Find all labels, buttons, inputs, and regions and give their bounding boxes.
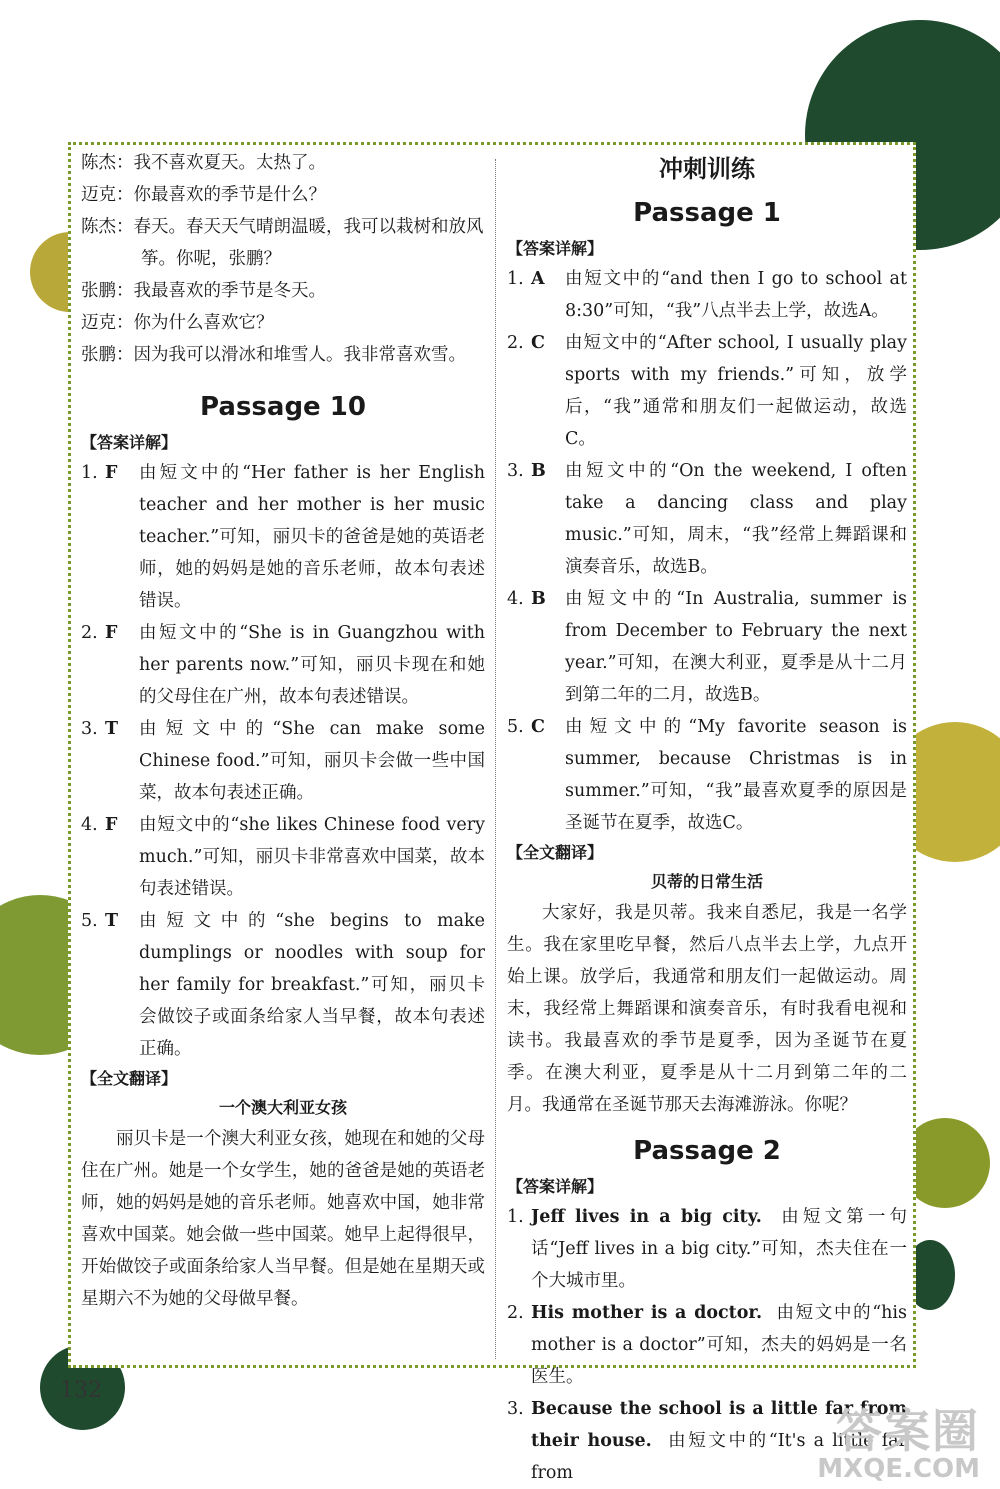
answer-number: 4. [81, 815, 98, 835]
answer-explanation: 由短文中的“After school, I usually play sports with my friends.”可知，放学后，“我”通常和朋友们一起做运动，故选C。 [565, 333, 907, 449]
dialogue-line: 张鹏：因为我可以滑冰和堆雪人。我非常喜欢雪。 [81, 345, 466, 365]
answer-explanation-text: 由短文中的“It's a little far from [531, 1431, 907, 1483]
answer-item [507, 455, 907, 583]
translation-title: 贝蒂的日常生活 [650, 872, 763, 891]
answers-heading: 【答案详解】 [507, 1177, 604, 1196]
answer-explanation: 由短文中的“She is in Guangzhou with her parents now.”可知，丽贝卡现在和她的父母住在广州，故本句表述错误。 [139, 623, 485, 707]
section-heading: 冲刺训练 [659, 155, 755, 183]
dialogue-line: 陈杰：春天。春天天气晴朗温暖，我可以栽树和放风筝。你呢，张鹏？ [81, 217, 484, 269]
answer-key: B [531, 461, 546, 481]
watermark [817, 1404, 980, 1484]
dialogue-line: 迈克：你为什么喜欢它？ [81, 313, 274, 333]
answer-number: 3. [507, 461, 524, 481]
answer-explanation-text: 由短文中的“his mother is a doctor”可知，杰夫的妈妈是一名医生。 [531, 1303, 907, 1387]
column-divider [495, 159, 496, 1359]
answer-number: 5. [81, 911, 98, 931]
answer-item [81, 617, 485, 713]
passage-title: Passage 10 [200, 392, 366, 422]
answer-explanation-text: 由短文第一句话“Jeff lives in a big city.”可知，杰夫住在一个大城市里。 [531, 1207, 907, 1291]
answer-key: C [531, 717, 545, 737]
answer-key: His mother is a doctor. [531, 1303, 763, 1323]
answer-explanation: 由短文中的“My favorite season is summer, because Christmas is in summer.”可知，“我”最喜欢夏季的原因是圣诞节在夏季，故选C。 [565, 717, 907, 833]
right-column [507, 145, 907, 1489]
answer-item [507, 1201, 907, 1297]
answer-key: T [105, 911, 119, 931]
translation-title: 一个澳大利亚女孩 [218, 1098, 347, 1117]
dialogue-line: 迈克：你最喜欢的季节是什么？ [81, 185, 326, 205]
answer-explanation [531, 1201, 907, 1297]
dialogue-block [81, 147, 485, 371]
answer-number: 3. [81, 719, 98, 739]
answer-key: F [105, 815, 118, 835]
answer-item [507, 327, 907, 455]
answer-explanation [531, 1297, 907, 1393]
passage-title: Passage 2 [633, 1136, 781, 1166]
answer-explanation: 由短文中的“In Australia, summer is from December to February the next year.”可知，在澳大利亚，夏季是从十二月到第二年的二月，故选B。 [565, 589, 907, 705]
answer-explanation: 由短文中的“she likes Chinese food very much.”可知，丽贝卡非常喜欢中国菜，故本句表述错误。 [139, 815, 485, 899]
answer-item [507, 583, 907, 711]
answer-number: 2. [507, 333, 524, 353]
answer-number: 1. [507, 269, 524, 289]
answer-explanation: 由短文中的“and then I go to school at 8:30”可知，“我”八点半去上学，故选A。 [565, 269, 907, 321]
page-number: 132 [60, 1378, 102, 1403]
answer-item [507, 1297, 907, 1393]
translation-text: 大家好，我是贝蒂。我来自悉尼，我是一名学生。我在家里吃早餐，然后八点半去上学，九点开始上课。放学后，我通常和朋友们一起做运动。周末，我经常上舞蹈课和演奏音乐，有时我看电视和读书。我最喜欢的季节是夏季，因为圣诞节在夏季。在澳大利亚，夏季是从十二月到第二年的二月。我通常在圣诞节那天去海滩游泳。你呢？ [507, 903, 907, 1115]
answer-explanation: 由短文中的“She can make some Chinese food.”可知，丽贝卡会做一些中国菜，故本句表述正确。 [139, 719, 485, 803]
answer-key: C [531, 333, 545, 353]
answers-heading: 【答案详解】 [81, 433, 178, 452]
answer-explanation: 由短文中的“she begins to make dumplings or noodles with soup for her family for breakfast.”可知，丽贝卡会做饺子或面条给家人当早餐，故本句表述正确。 [139, 911, 485, 1059]
answer-key: Jeff lives in a big city. [531, 1207, 762, 1227]
answer-key: F [105, 623, 118, 643]
answer-key: F [105, 463, 118, 483]
left-column [81, 145, 485, 1315]
translation-heading: 【全文翻译】 [507, 843, 604, 862]
answer-item [81, 809, 485, 905]
answer-item [507, 263, 907, 327]
answer-number: 1. [507, 1207, 524, 1227]
answer-item [81, 905, 485, 1065]
answer-number: 4. [507, 589, 524, 609]
dialogue-line: 陈杰：我不喜欢夏天。太热了。 [81, 153, 326, 173]
answer-key: Because the school is a little far from their house. [531, 1399, 907, 1451]
answers-heading: 【答案详解】 [507, 239, 604, 258]
answer-item [81, 713, 485, 809]
answer-key: B [531, 589, 546, 609]
answer-number: 3. [507, 1399, 524, 1419]
passage-title: Passage 1 [633, 198, 781, 228]
answer-explanation: 由短文中的“On the weekend, I often take a dancing class and play music.”可知，周末，“我”经常上舞蹈课和演奏音乐，故选B。 [565, 461, 907, 577]
answer-key: A [531, 269, 545, 289]
answer-number: 1. [81, 463, 98, 483]
watermark-url: MXQE.COM [817, 1454, 980, 1484]
translation-text: 丽贝卡是一个澳大利亚女孩，她现在和她的父母住在广州。她是一个女学生，她的爸爸是她的英语老师，她的妈妈是她的音乐老师。她喜欢中国，她非常喜欢中国菜。她会做一些中国菜。她早上起得很早，开始做饺子或面条给家人当早餐。但是她在星期天或星期六不为她的父母做早餐。 [81, 1129, 485, 1309]
answer-number: 5. [507, 717, 524, 737]
answer-number: 2. [81, 623, 98, 643]
answer-item [81, 457, 485, 617]
translation-heading: 【全文翻译】 [81, 1069, 178, 1088]
answer-explanation: 由短文中的“Her father is her English teacher and her mother is her music teacher.”可知，丽贝卡的爸爸是她的英语老师，她的妈妈是她的音乐老师，故本句表述错误。 [139, 463, 485, 611]
dialogue-line: 张鹏：我最喜欢的季节是冬天。 [81, 281, 326, 301]
watermark-logo: 答案圈 [836, 1404, 980, 1458]
answer-key: T [105, 719, 119, 739]
answer-number: 2. [507, 1303, 524, 1323]
answer-item [507, 711, 907, 839]
